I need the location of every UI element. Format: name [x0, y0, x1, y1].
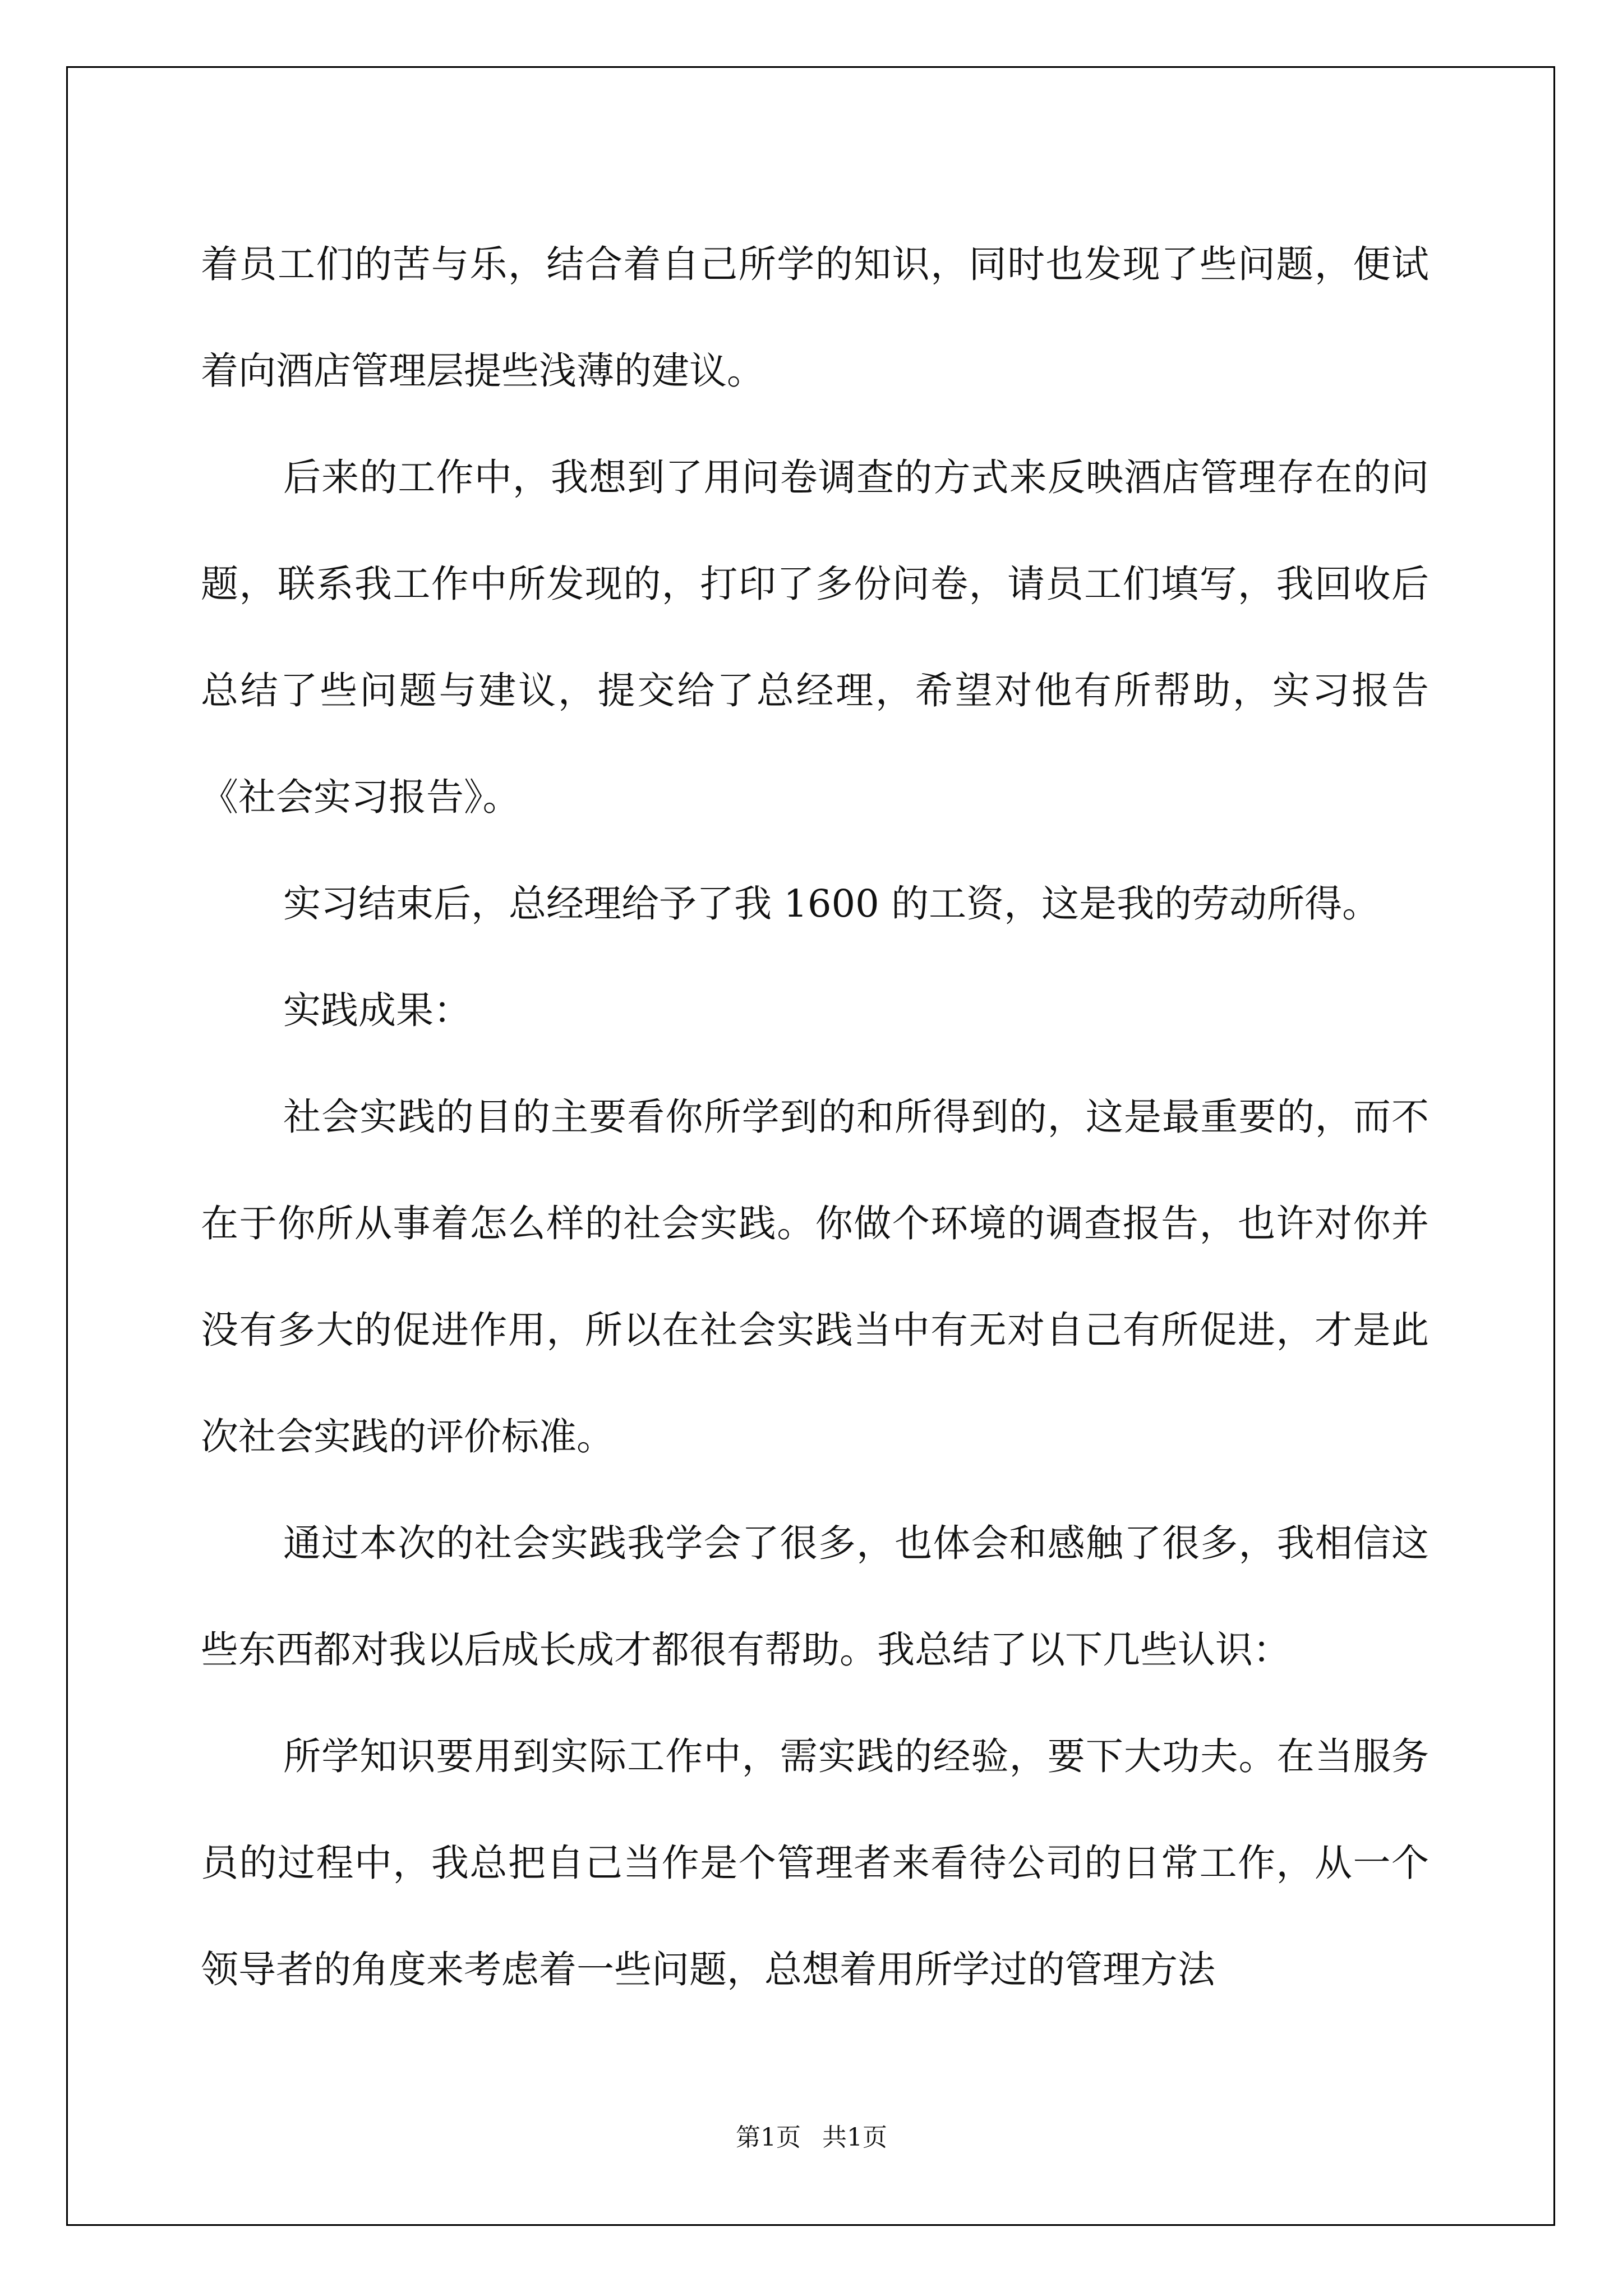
page-total: 共1页: [822, 2123, 887, 2152]
page-number: 第1页: [736, 2123, 801, 2152]
paragraph-6: 通过本次的社会实践我学会了很多，也体会和感触了很多，我相信这些东西都对我以后成长成才都很有帮助。我总结了以下几些认识：: [201, 1521, 1429, 1672]
paragraph-2: 后来的工作中，我想到了用问卷调查的方式来反映酒店管理存在的问题，联系我工作中所发现的，打印了多份问卷，请员工们填写，我回收后总结了些问题与建议，提交给了总经理，希望对他有所帮助，实习报告《社会实习报告》。: [201, 455, 1429, 819]
paragraph-4: 实践成果：: [283, 988, 471, 1032]
paragraph-3: 实习结束后，总经理给予了我 1600 的工资，这是我的劳动所得。: [283, 882, 1380, 926]
paragraph-5: 社会实践的目的主要看你所学到的和所得到的，这是最重要的，而不在于你所从事着怎么样的社会实践。你做个环境的调查报告，也许对你并没有多大的促进作用，所以在社会实践当中有无对自己有所促进，才是此次社会实践的评价标准。: [201, 1095, 1429, 1458]
document-body: [201, 211, 1429, 2023]
paragraph-1: 着员工们的苦与乐，结合着自己所学的知识，同时也发现了些问题，便试着向酒店管理层提些浅薄的建议。: [201, 242, 1429, 393]
page-footer: [0, 2117, 1623, 2153]
paragraph-7: 所学知识要用到实际工作中，需实践的经验，要下大功夫。在当服务员的过程中，我总把自己当作是个管理者来看待公司的日常工作，从一个领导者的角度来考虑着一些问题，总想着用所学过的管理方法: [201, 1734, 1429, 1991]
